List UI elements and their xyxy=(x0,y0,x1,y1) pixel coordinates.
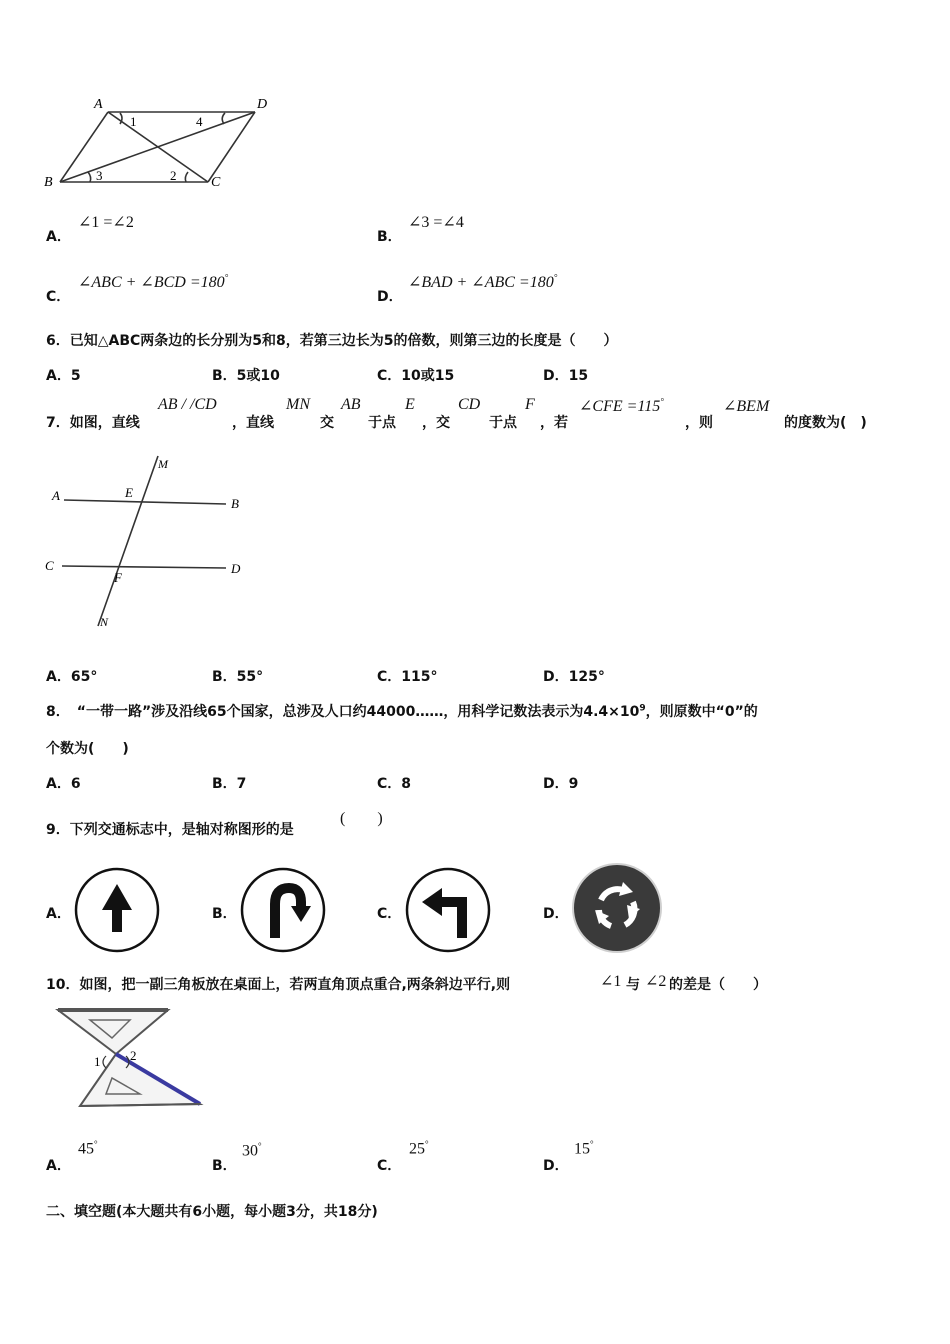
q8-exponent: 9 xyxy=(639,703,646,714)
degree-mark: ° xyxy=(224,272,229,283)
degree-mark: ° xyxy=(553,272,558,283)
label-A: A xyxy=(94,97,103,112)
q9-option-a[interactable]: A． xyxy=(46,906,71,922)
u-turn-sign-icon xyxy=(239,866,327,954)
angle-label-1: 1 xyxy=(94,1054,101,1069)
straight-arrow-sign-icon xyxy=(73,866,161,954)
q7-option-a[interactable]: A．65° xyxy=(46,669,98,685)
q7-stem-2: ，直线 xyxy=(232,415,274,431)
roundabout-sign-icon xyxy=(571,862,663,954)
q8-option-a[interactable]: A．6 xyxy=(46,776,81,792)
label-D: D xyxy=(257,97,268,112)
degree-mark: ° xyxy=(660,396,664,407)
q7-stem-3: 交 xyxy=(320,415,334,431)
q7-stem-6: 于点 xyxy=(489,415,517,431)
q7-math-ab: AB xyxy=(341,396,361,413)
q10-option-c[interactable]: C． xyxy=(377,1158,402,1174)
q5-option-a-expr: ∠1 =∠2 xyxy=(78,214,134,231)
q5-option-a-label[interactable]: A． xyxy=(46,229,71,245)
q7-option-c[interactable]: C．115° xyxy=(377,669,438,685)
q7-stem-1: 7．如图，直线 xyxy=(46,415,140,431)
q7-option-d[interactable]: D．125° xyxy=(543,669,605,685)
q10-option-a[interactable]: A． xyxy=(46,1158,71,1174)
q10-stem-2: 与 xyxy=(626,977,640,993)
q7-math-cd: CD xyxy=(458,396,481,413)
q10-value-d: 15 xyxy=(574,1140,590,1158)
angle-label-2: 2 xyxy=(170,168,177,183)
q8-option-b[interactable]: B．7 xyxy=(212,776,247,792)
label-D: D xyxy=(231,561,241,576)
q9-answer-paren: ( ) xyxy=(340,810,383,827)
q6-option-c[interactable]: C．10或15 xyxy=(377,368,455,384)
q8-stem-text-end: ，则原数中“0”的 xyxy=(645,704,758,720)
q5-option-c-label[interactable]: C． xyxy=(46,289,71,305)
q7-stem-7: ，若 xyxy=(540,415,568,431)
label-N: N xyxy=(100,615,109,629)
q6-stem: 6．已知△ABC两条边的长分别为5和8，若第三边长为5的倍数，则第三边的长度是（ ） xyxy=(46,333,618,349)
label-F: F xyxy=(114,570,122,585)
q5-option-d-expr: ∠BAD + ∠ABC =180 xyxy=(408,274,554,291)
q8-stem-line2: 个数为( ) xyxy=(46,741,129,757)
q7-math-e: E xyxy=(405,396,415,413)
q8-option-d[interactable]: D．9 xyxy=(543,776,579,792)
q5-option-c-expr: ∠ABC + ∠BCD =180 xyxy=(78,274,225,291)
q8-option-c[interactable]: C．8 xyxy=(377,776,412,792)
section-heading: 二、填空题(本大题共有6小题，每小题3分，共18分) xyxy=(46,1204,378,1220)
q5-option-b-label[interactable]: B． xyxy=(377,229,402,245)
q9-option-d[interactable]: D． xyxy=(543,906,569,922)
degree-mark: ° xyxy=(94,1139,98,1149)
q9-stem: 9．下列交通标志中，是轴对称图形的是 xyxy=(46,822,294,838)
q7-math-f: F xyxy=(525,396,535,413)
q5-option-d-label[interactable]: D． xyxy=(377,289,403,305)
label-A: A xyxy=(52,488,60,503)
q7-stem-9: 的度数为( ) xyxy=(784,415,867,431)
label-C: C xyxy=(45,558,54,573)
angle-label-4: 4 xyxy=(196,114,203,129)
q9-option-b[interactable]: B． xyxy=(212,906,237,922)
parallel-lines-figure xyxy=(40,448,260,638)
angle-label-2: 2 xyxy=(130,1048,137,1063)
q7-math-mn: MN xyxy=(286,396,310,413)
q10-value-b: 30 xyxy=(242,1142,258,1160)
q10-stem-3: 的差是（ ） xyxy=(669,977,767,993)
parallelogram-figure xyxy=(40,92,280,194)
q7-math-ab-cd: AB / /CD xyxy=(158,396,217,413)
q5-option-b-expr: ∠3 =∠4 xyxy=(408,214,464,231)
label-E: E xyxy=(125,485,133,500)
degree-mark: ° xyxy=(258,1141,262,1151)
q8-stem-text: 8． “一带一路”涉及沿线65个国家，总涉及人口约44000……，用科学记数法表示为4.4×10 xyxy=(46,704,640,720)
q7-stem-8: ，则 xyxy=(685,415,713,431)
label-M: M xyxy=(158,457,168,471)
degree-mark: ° xyxy=(590,1139,594,1149)
q10-value-c: 25 xyxy=(409,1140,425,1158)
q6-option-a[interactable]: A．5 xyxy=(46,368,81,384)
q10-angle-1: ∠1 xyxy=(600,973,622,990)
q6-option-d[interactable]: D．15 xyxy=(543,368,589,384)
degree-mark: ° xyxy=(425,1139,429,1149)
q9-option-c[interactable]: C． xyxy=(377,906,402,922)
set-squares-figure xyxy=(50,1004,210,1114)
q10-option-b[interactable]: B． xyxy=(212,1158,237,1174)
q10-option-d[interactable]: D． xyxy=(543,1158,569,1174)
q6-option-b[interactable]: B．5或10 xyxy=(212,368,280,384)
q7-stem-4: 于点 xyxy=(368,415,396,431)
q7-option-b[interactable]: B．55° xyxy=(212,669,264,685)
label-C: C xyxy=(211,175,221,190)
q7-stem-5: ，交 xyxy=(422,415,450,431)
angle-label-3: 3 xyxy=(96,168,103,183)
q7-math-angle-cfe: ∠CFE =115 xyxy=(579,398,661,415)
label-B: B xyxy=(44,175,53,190)
left-turn-sign-icon xyxy=(404,866,492,954)
q10-stem-1: 10．如图，把一副三角板放在桌面上，若两直角顶点重合,两条斜边平行,则 xyxy=(46,977,511,993)
q10-angle-2: ∠2 xyxy=(645,973,667,990)
angle-label-1: 1 xyxy=(130,114,137,129)
q7-math-angle-bem: ∠BEM xyxy=(723,398,770,415)
q8-stem-line1 xyxy=(46,701,758,721)
q10-value-a: 45 xyxy=(78,1140,94,1158)
label-B: B xyxy=(231,496,239,511)
